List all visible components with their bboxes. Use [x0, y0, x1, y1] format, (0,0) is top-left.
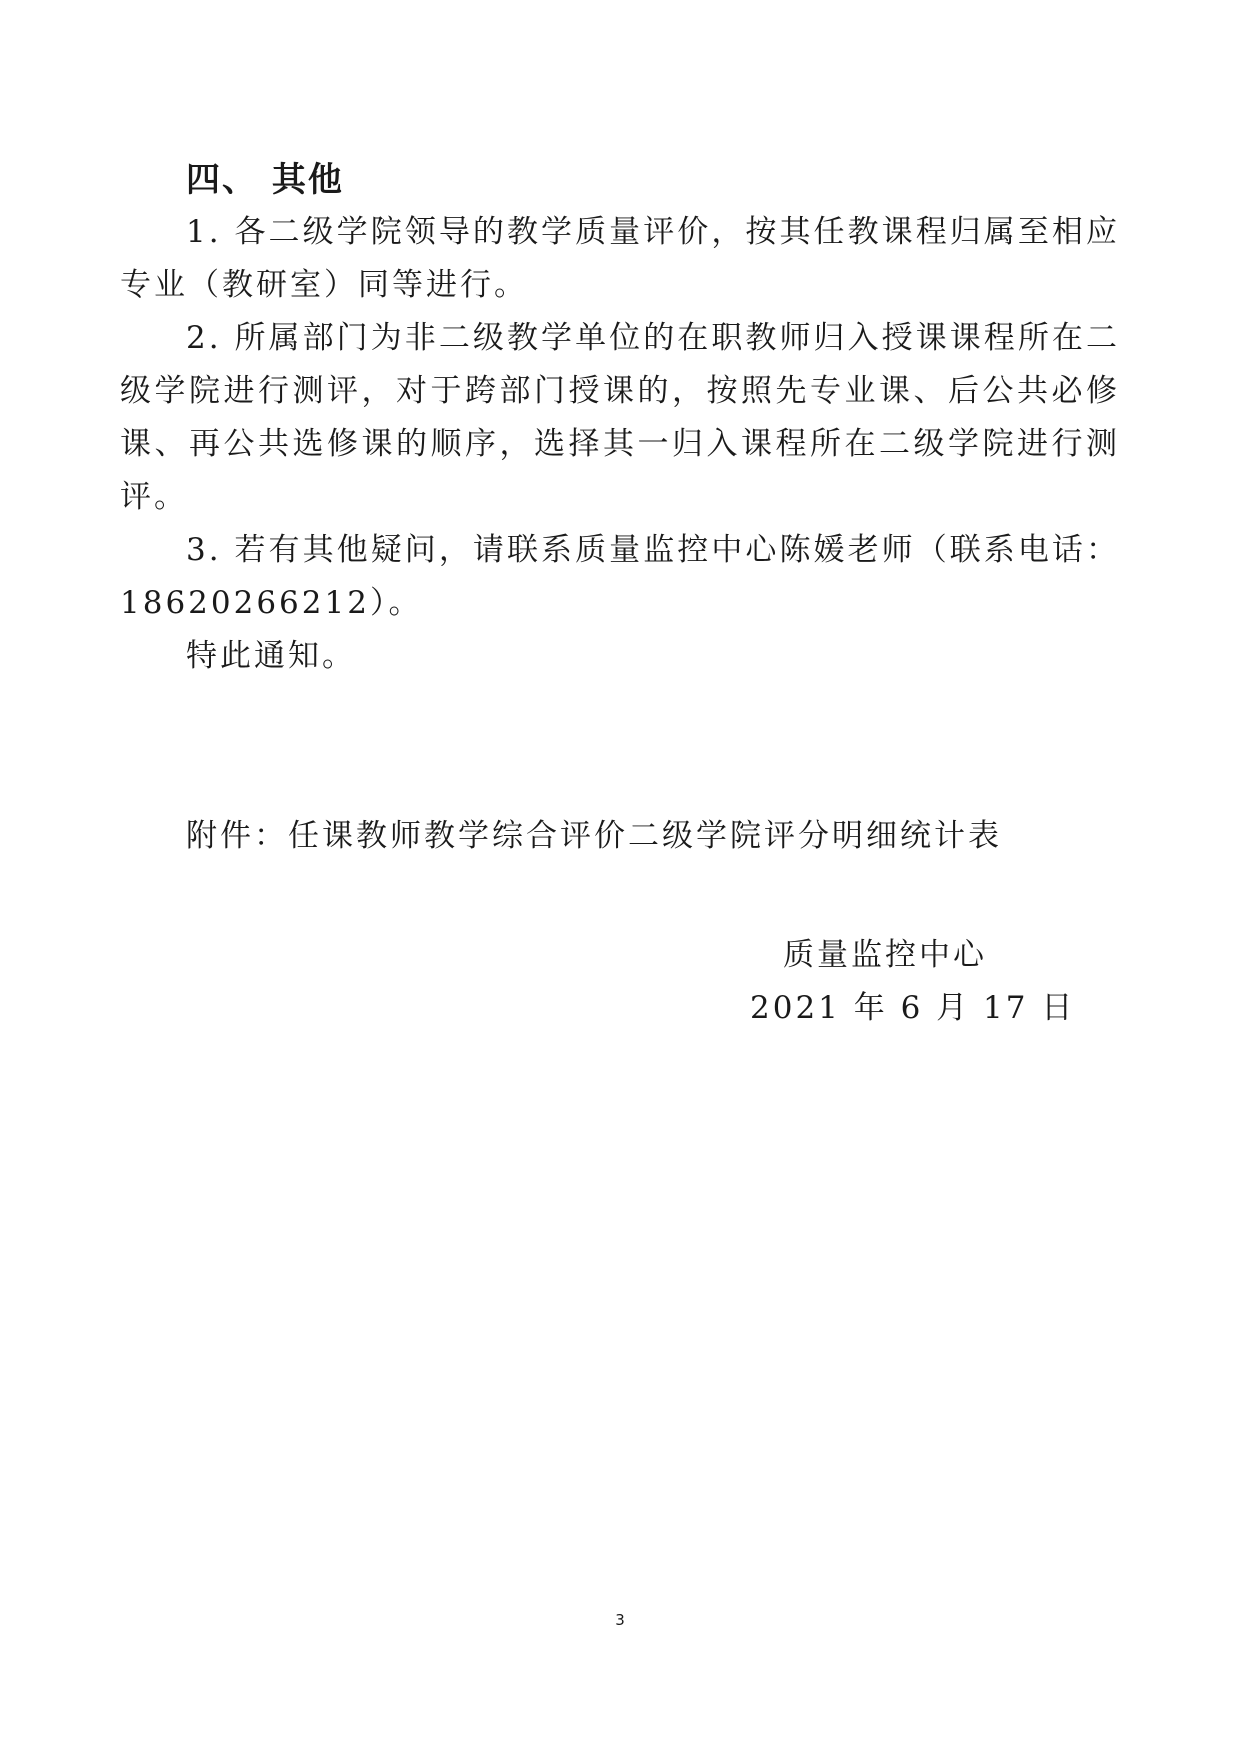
body-text: [120, 206, 1120, 683]
paragraph-item-3: 3. 若有其他疑问，请联系质量监控中心陈媛老师（联系电话：18620266212）。: [120, 532, 1120, 621]
attachment-line: 附件：任课教师教学综合评价二级学院评分明细统计表: [186, 818, 1002, 854]
section-heading: 四、 其他: [186, 160, 344, 200]
page-number: 3: [615, 1611, 625, 1629]
paragraph-item-2: 2. 所属部门为非二级教学单位的在职教师归入授课课程所在二级学院进行测评，对于跨部门授课的，按照先专业课、后公共必修课、再公共选修课的顺序，选择其一归入课程所在二级学院进行测评。: [120, 320, 1120, 515]
signature-organization: 质量监控中心: [783, 937, 987, 973]
closing-line: 特此通知。: [186, 638, 356, 674]
paragraph-item-1: 1. 各二级学院领导的教学质量评价，按其任教课程归属至相应专业（教研室）同等进行。: [120, 214, 1120, 303]
signature-date: 2021 年 6 月 17 日: [750, 990, 1076, 1026]
signature-block: [750, 929, 1076, 1035]
